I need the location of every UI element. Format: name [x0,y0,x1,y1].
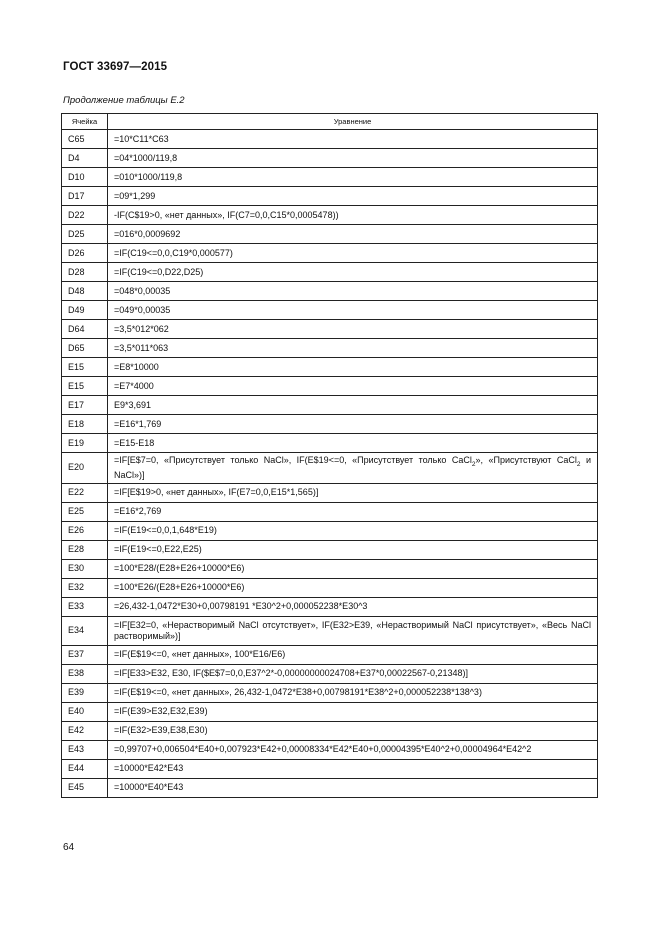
table-row [62,597,598,616]
table-row [62,683,598,702]
equation: =016*0,0009692 [108,225,598,244]
subscript: 2 [576,460,581,468]
equation: =0,99707+0,006504*E40+0,007923*E42+0,00008334*E42*E40+0,00004395*E40^2+0,00004964*E42^2 [108,740,598,759]
table-continuation-caption: Продолжение таблицы Е.2 [63,95,185,106]
table-row [62,559,598,578]
formula-table [61,113,598,798]
table-row [62,616,598,645]
cell-reference: E40 [62,702,108,721]
table-row [62,339,598,358]
table-row [62,453,598,484]
cell-reference: E34 [62,616,108,645]
table-row [62,206,598,225]
equation: =IF[E$19>0, «нет данных», IF(E7=0,0,E15*1,565)] [108,483,598,502]
cell-reference: E33 [62,597,108,616]
page-number: 64 [63,842,75,853]
table-row [62,263,598,282]
table-row [62,320,598,339]
table-row [62,759,598,778]
cell-reference: D64 [62,320,108,339]
equation: =3,5*012*062 [108,320,598,339]
table-row [62,282,598,301]
equation: =IF(C19<=0,0,C19*0,000577) [108,244,598,263]
equation: =100*E26/(E28+E26+10000*E6) [108,578,598,597]
column-header-equation: Уравнение [108,114,598,130]
equation: =09*1,299 [108,187,598,206]
column-header-cell: Ячейка [62,114,108,130]
cell-reference: D17 [62,187,108,206]
cell-reference: D48 [62,282,108,301]
equation-part: =IF[E$7=0, «Присутствует только NaCl», IF(E$19<=0, «Присутствует только CaCl [114,455,472,465]
equation: =049*0,00035 [108,301,598,320]
table-row [62,521,598,540]
table-row [62,415,598,434]
equation: =26,432-1,0472*E30+0,00798191 *E30^2+0,000052238*E30^3 [108,597,598,616]
equation: =10000*E42*E43 [108,759,598,778]
document-standard-header: ГОСТ 33697—2015 [63,61,168,73]
cell-reference: E38 [62,664,108,683]
table-row [62,483,598,502]
equation: =IF(E39>E32,E32,E39) [108,702,598,721]
equation: =E16*1,769 [108,415,598,434]
equation: =E7*4000 [108,377,598,396]
cell-reference: E25 [62,502,108,521]
cell-reference: E15 [62,377,108,396]
table-row [62,434,598,453]
table-row [62,149,598,168]
cell-reference: E30 [62,559,108,578]
subscript: 2 [471,460,476,468]
cell-reference: D65 [62,339,108,358]
table-row [62,702,598,721]
equation: =IF(E$19<=0, «нет данных», 26,432-1,0472*E38+0,00798191*E38^2+0,000052238*138^3) [108,683,598,702]
table-header-row [62,114,598,130]
table-row [62,740,598,759]
cell-reference: D26 [62,244,108,263]
table-row [62,664,598,683]
equation: -IF(C$19>0, «нет данных», IF(C7=0,0,C15*0,0005478)) [108,206,598,225]
equation: =010*1000/119,8 [108,168,598,187]
cell-reference: D10 [62,168,108,187]
cell-reference: E44 [62,759,108,778]
table-row [62,721,598,740]
cell-reference: D25 [62,225,108,244]
equation: =10000*E40*E43 [108,778,598,797]
table-row [62,502,598,521]
equation: =3,5*011*063 [108,339,598,358]
equation: E9*3,691 [108,396,598,415]
table-row [62,578,598,597]
equation: =100*E28/(E28+E26+10000*E6) [108,559,598,578]
cell-reference: D4 [62,149,108,168]
equation: =IF[E33>E32, E30, IF($E$7=0,0,E37^2*-0,00000000024708+E37*0,00022567-0,21348)] [108,664,598,683]
equation: =10*C11*C63 [108,130,598,149]
equation [108,453,598,484]
cell-reference: E17 [62,396,108,415]
table-row [62,301,598,320]
table-row [62,358,598,377]
equation: =IF(E$19<=0, «нет данных», 100*E16/E6) [108,645,598,664]
cell-reference: E39 [62,683,108,702]
cell-reference: E32 [62,578,108,597]
equation: =E8*10000 [108,358,598,377]
equation: =E16*2,769 [108,502,598,521]
equation: =04*1000/119,8 [108,149,598,168]
cell-reference: C65 [62,130,108,149]
table-row [62,187,598,206]
cell-reference: E28 [62,540,108,559]
table-row [62,778,598,797]
cell-reference: E18 [62,415,108,434]
cell-reference: D22 [62,206,108,225]
equation: =IF(C19<=0,D22,D25) [108,263,598,282]
equation: =IF(E19<=0,E22,E25) [108,540,598,559]
cell-reference: E22 [62,483,108,502]
equation: =E15-E18 [108,434,598,453]
cell-reference: E45 [62,778,108,797]
cell-reference: E19 [62,434,108,453]
table-row [62,168,598,187]
equation-part: », «Присутствуют CaCl [475,455,577,465]
cell-reference: E15 [62,358,108,377]
table-row [62,540,598,559]
table-row [62,130,598,149]
cell-reference: E37 [62,645,108,664]
table-row [62,396,598,415]
table-row [62,225,598,244]
equation-part: и NaCl»)] [114,455,591,480]
table-row [62,377,598,396]
cell-reference: E43 [62,740,108,759]
table-row [62,645,598,664]
cell-reference: E20 [62,453,108,484]
cell-reference: D28 [62,263,108,282]
cell-reference: E26 [62,521,108,540]
equation: =IF(E32>E39,E38,E30) [108,721,598,740]
equation: =IF(E19<=0,0,1,648*E19) [108,521,598,540]
cell-reference: E42 [62,721,108,740]
table-row [62,244,598,263]
equation: =048*0,00035 [108,282,598,301]
cell-reference: D49 [62,301,108,320]
equation: =IF[E32=0, «Нерастворимый NaCl отсутствует», IF(E32>E39, «Нерастворимый NaCl присутствует», «Весь NaCl растворимый»)] [108,616,598,645]
